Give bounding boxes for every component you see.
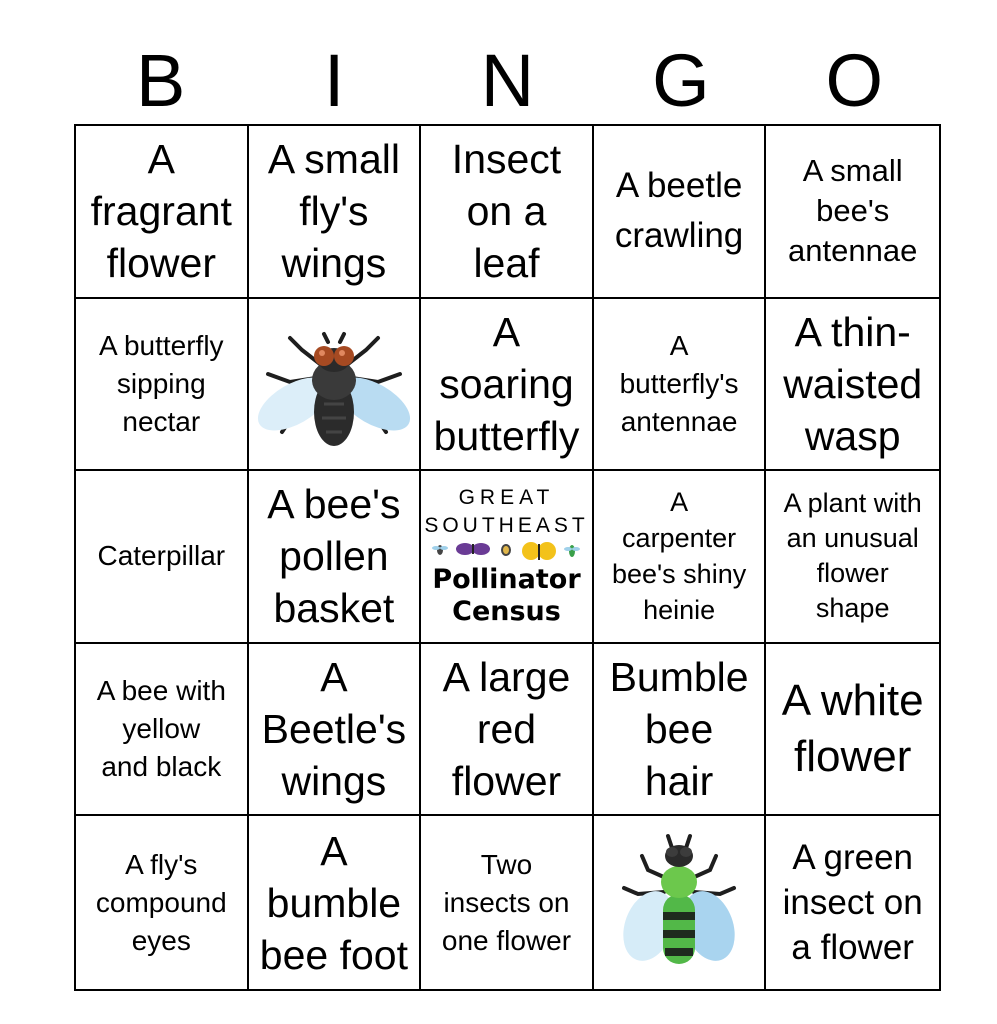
bingo-square[interactable] xyxy=(76,299,249,472)
bingo-card xyxy=(74,124,941,991)
header-letter-b: B xyxy=(136,39,186,122)
bingo-square[interactable] xyxy=(766,644,939,817)
bingo-square[interactable] xyxy=(766,126,939,299)
bingo-square[interactable] xyxy=(76,816,249,989)
square-text: A small fly's wings xyxy=(267,136,400,287)
square-text: A soaring butterfly xyxy=(433,308,580,459)
square-text: A thin- waisted wasp xyxy=(783,308,923,459)
square-text: A fly's compound eyes xyxy=(95,848,227,956)
square-text: A butterfly sipping nectar xyxy=(99,329,224,437)
bingo-square[interactable] xyxy=(766,471,939,644)
bingo-square[interactable] xyxy=(421,816,594,989)
bingo-square[interactable] xyxy=(421,126,594,299)
square-text: A white flower xyxy=(781,676,924,782)
free-space-logo[interactable] xyxy=(421,471,594,644)
square-text: A beetle crawling xyxy=(614,166,744,256)
square-text: A bee's pollen basket xyxy=(267,481,401,632)
bingo-square[interactable] xyxy=(421,299,594,472)
bingo-square[interactable] xyxy=(766,299,939,472)
square-text: A bumble bee foot xyxy=(259,827,408,978)
logo-line-census: Census xyxy=(452,596,561,628)
bingo-square[interactable] xyxy=(249,126,422,299)
square-text: A carpenter bee's shiny heinie xyxy=(611,487,747,626)
yellow-butterfly-icon xyxy=(522,542,556,562)
bingo-square[interactable] xyxy=(249,471,422,644)
logo-insects xyxy=(432,542,580,562)
bingo-square-green-bug-image[interactable] xyxy=(594,816,767,989)
purple-moth-icon xyxy=(456,542,490,556)
bingo-square-fly-image[interactable] xyxy=(249,299,422,472)
bingo-square[interactable] xyxy=(594,644,767,817)
bingo-header xyxy=(74,38,941,124)
housefly-icon xyxy=(254,314,414,454)
bingo-square[interactable] xyxy=(76,471,249,644)
small-green-bee-icon xyxy=(564,542,580,558)
square-text: A plant with an unusual flower shape xyxy=(783,488,922,624)
header-letter-o: O xyxy=(825,39,884,122)
square-text: A small bee's antennae xyxy=(788,153,918,269)
header-letter-n: N xyxy=(480,39,535,122)
bingo-square[interactable] xyxy=(76,126,249,299)
header-letter-i: I xyxy=(323,39,345,122)
square-text: A green insect on a flower xyxy=(782,838,923,968)
small-bee-icon xyxy=(432,542,448,556)
logo-line-pollinator: Pollinator xyxy=(432,564,581,596)
square-text: A large red flower xyxy=(442,654,571,805)
bingo-square[interactable] xyxy=(249,816,422,989)
square-text: Caterpillar xyxy=(97,540,226,572)
square-text: Insect on a leaf xyxy=(451,136,562,287)
green-bee-icon xyxy=(614,828,744,978)
pollinator-census-logo xyxy=(425,475,588,638)
bingo-square[interactable] xyxy=(594,471,767,644)
square-text: A bee with yellow and black xyxy=(96,675,226,783)
bingo-square[interactable] xyxy=(766,816,939,989)
small-beetle-icon xyxy=(498,542,514,556)
bingo-square[interactable] xyxy=(76,644,249,817)
square-text: Two insects on one flower xyxy=(441,848,572,956)
square-text: A butterfly's antennae xyxy=(619,329,739,437)
bingo-square[interactable] xyxy=(594,299,767,472)
logo-line-great: GREAT xyxy=(458,486,555,510)
bingo-square[interactable] xyxy=(594,126,767,299)
header-letter-g: G xyxy=(652,39,710,122)
bingo-square[interactable] xyxy=(249,644,422,817)
bingo-square[interactable] xyxy=(421,644,594,817)
square-text: A fragrant flower xyxy=(90,136,232,287)
square-text: Bumble bee hair xyxy=(609,654,749,805)
logo-line-southeast: SOUTHEAST xyxy=(424,514,589,538)
square-text: A Beetle's wings xyxy=(261,654,407,805)
